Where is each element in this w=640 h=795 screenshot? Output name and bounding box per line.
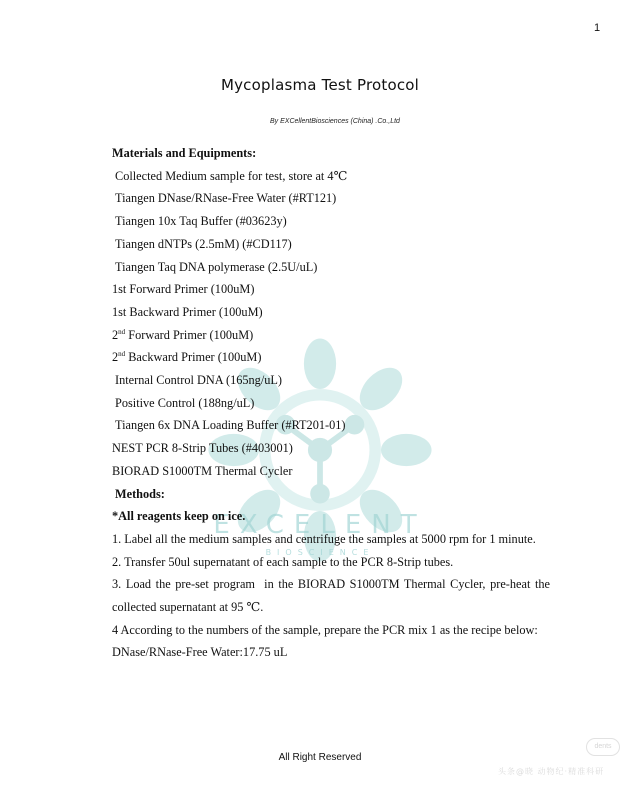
- corner-tag: 头条@晓 动物纪·精准科研: [498, 767, 605, 776]
- method-step: 3. Load the pre-set program in the BIORAD S1000TM Thermal Cycler, pre-heat the collected supernatant at 95 ℃.: [112, 577, 569, 615]
- ordinal-suffix: nd: [118, 350, 126, 359]
- material-item: BIORAD S1000TM Thermal Cycler: [112, 463, 293, 478]
- methods-note: *All reagents keep on ice.: [112, 509, 246, 524]
- method-step: 2. Transfer 50ul supernatant of each sample to the PCR 8-Strip tubes.: [112, 554, 454, 569]
- recipe-item: DNase/RNase-Free Water:17.75 uL: [112, 645, 288, 660]
- material-item: Tiangen dNTPs (2.5mM) (#CD117): [115, 236, 292, 251]
- company-byline: By EXCellentBiosciences (China) .Co.,Ltd: [270, 118, 400, 125]
- material-item: Tiangen 6x DNA Loading Buffer (#RT201-01): [115, 418, 346, 433]
- ordinal-number: 2: [112, 350, 119, 365]
- ordinal-suffix: nd: [118, 327, 126, 336]
- watermark-brand: EXCELENT: [213, 510, 427, 540]
- material-item: Internal Control DNA (165ng/uL): [115, 373, 283, 388]
- page-footer: All Right Reserved: [278, 752, 362, 763]
- material-item-second-backward: [112, 346, 550, 369]
- watermark-sub: BIOSCIENCE: [265, 548, 375, 557]
- primer-text: Backward Primer (100uM): [125, 350, 262, 365]
- method-step: 4 According to the numbers of the sample, prepare the PCR mix 1 as the recipe below:: [112, 622, 538, 637]
- material-item-second-forward: [112, 324, 550, 347]
- storage-unit: ℃: [333, 168, 348, 183]
- materials-heading: Materials and Equipments:: [112, 146, 257, 160]
- material-item: Tiangen DNase/RNase-Free Water (#RT121): [115, 191, 337, 206]
- document-body: [112, 142, 569, 664]
- material-item: 1st Backward Primer (100uM): [112, 304, 263, 319]
- method-step: 1. Label all the medium samples and centrifuge the samples at 5000 rpm for 1 minute.: [112, 531, 536, 546]
- material-item: 1st Forward Primer (100uM): [112, 282, 255, 297]
- material-item: Tiangen 10x Taq Buffer (#03623y): [115, 214, 287, 229]
- primer-text: Forward Primer (100uM): [125, 327, 254, 342]
- material-storage-item: [112, 165, 550, 188]
- material-item: NEST PCR 8-Strip Tubes (#403001): [112, 441, 293, 456]
- page-title: Mycoplasma Test Protocol: [220, 76, 420, 94]
- material-item: Positive Control (188ng/uL): [115, 395, 255, 410]
- storage-text: Collected Medium sample for test, store at 4: [115, 168, 334, 183]
- methods-heading: Methods:: [115, 486, 165, 501]
- page-number: 1: [594, 22, 601, 34]
- material-item: Tiangen Taq DNA polymerase (2.5U/uL): [115, 259, 318, 274]
- corner-mark: dents: [586, 738, 620, 756]
- ordinal-number: 2: [112, 327, 119, 342]
